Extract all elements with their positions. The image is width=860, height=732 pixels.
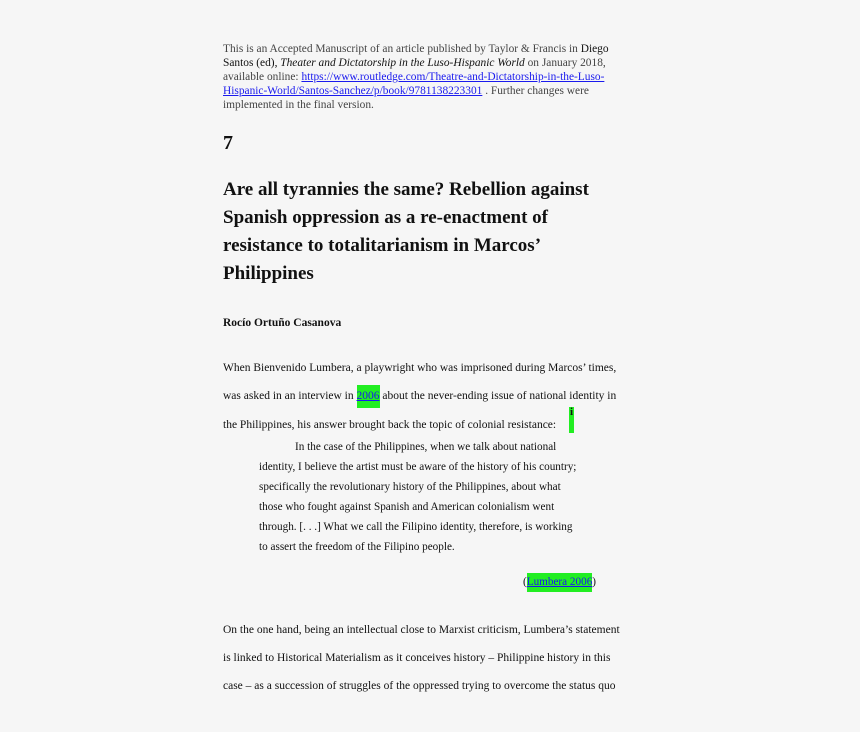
accepted-manuscript-notice: [223, 42, 643, 112]
routledge-link-line-2[interactable]: Hispanic-World/Santos-Sanchez/p/book/9781138223301: [223, 85, 483, 97]
notice-text: This is an Accepted Manuscript of an article published by Taylor & Francis in: [223, 43, 581, 55]
chapter-number: 7: [223, 132, 233, 154]
notice-post: . Further changes were: [482, 85, 589, 97]
quote-line: to assert the freedom of the Filipino people.: [259, 541, 455, 553]
chapter-title-line: Are all tyrannies the same? Rebellion against: [223, 179, 589, 200]
notice-editor: Diego: [580, 43, 609, 55]
highlighted-year: [357, 385, 380, 408]
notice-date: on January 2018,: [524, 57, 606, 69]
routledge-link-line-1[interactable]: https://www.routledge.com/Theatre-and-Dictatorship-in-the-Luso-: [301, 71, 605, 83]
chapter-title-line: Philippines: [223, 263, 314, 284]
chapter-title: [223, 176, 643, 288]
body-line: is linked to Historical Materialism as it conceives history – Philippine history in this: [223, 652, 611, 664]
chapter-title-line: Spanish oppression as a re-enactment of: [223, 207, 548, 228]
year-link[interactable]: 2006: [356, 390, 380, 402]
notice-editor-2: Santos (ed),: [223, 57, 281, 69]
chapter-title-line: resistance to totalitarianism in Marcos’: [223, 235, 542, 256]
endnote-marker[interactable]: i: [569, 407, 574, 433]
body-line: On the one hand, being an intellectual close to Marxist criticism, Lumbera’s statement: [223, 624, 620, 636]
body-line: the Philippines, his answer brought back the topic of colonial resistance:: [223, 419, 557, 431]
cite-open: (: [523, 576, 527, 588]
highlighted-citation: [527, 573, 593, 592]
quote-citation: [523, 573, 596, 592]
cite-close: ): [592, 576, 597, 588]
body-line: When Bienvenido Lumbera, a playwright who was imprisoned during Marcos’ times,: [223, 362, 617, 374]
quote-line: In the case of the Philippines, when we talk about national: [295, 441, 557, 453]
body-line: [223, 385, 616, 408]
citation-link[interactable]: Lumbera 2006: [526, 576, 593, 588]
quote-line: those who fought against Spanish and American colonialism went: [259, 501, 555, 513]
author-name: Rocío Ortuño Casanova: [223, 317, 342, 329]
notice-book-title: Theater and Dictatorship in the Luso-Hispanic World: [280, 57, 525, 69]
body-line: case – as a succession of struggles of the oppressed trying to overcome the status quo: [223, 680, 616, 692]
quote-line: specifically the revolutionary history of the Philippines, about what: [259, 481, 561, 493]
quote-line: through. [. . .] What we call the Filipino identity, therefore, is working: [259, 521, 573, 533]
body-line-text: about the never-ending issue of national identity in: [379, 390, 617, 402]
body-line-text: was asked in an interview in: [223, 390, 357, 402]
notice-available: available online:: [223, 71, 302, 83]
notice-post-2: implemented in the final version.: [223, 99, 374, 111]
quote-line: identity, I believe the artist must be aware of the history of his country;: [259, 461, 577, 473]
